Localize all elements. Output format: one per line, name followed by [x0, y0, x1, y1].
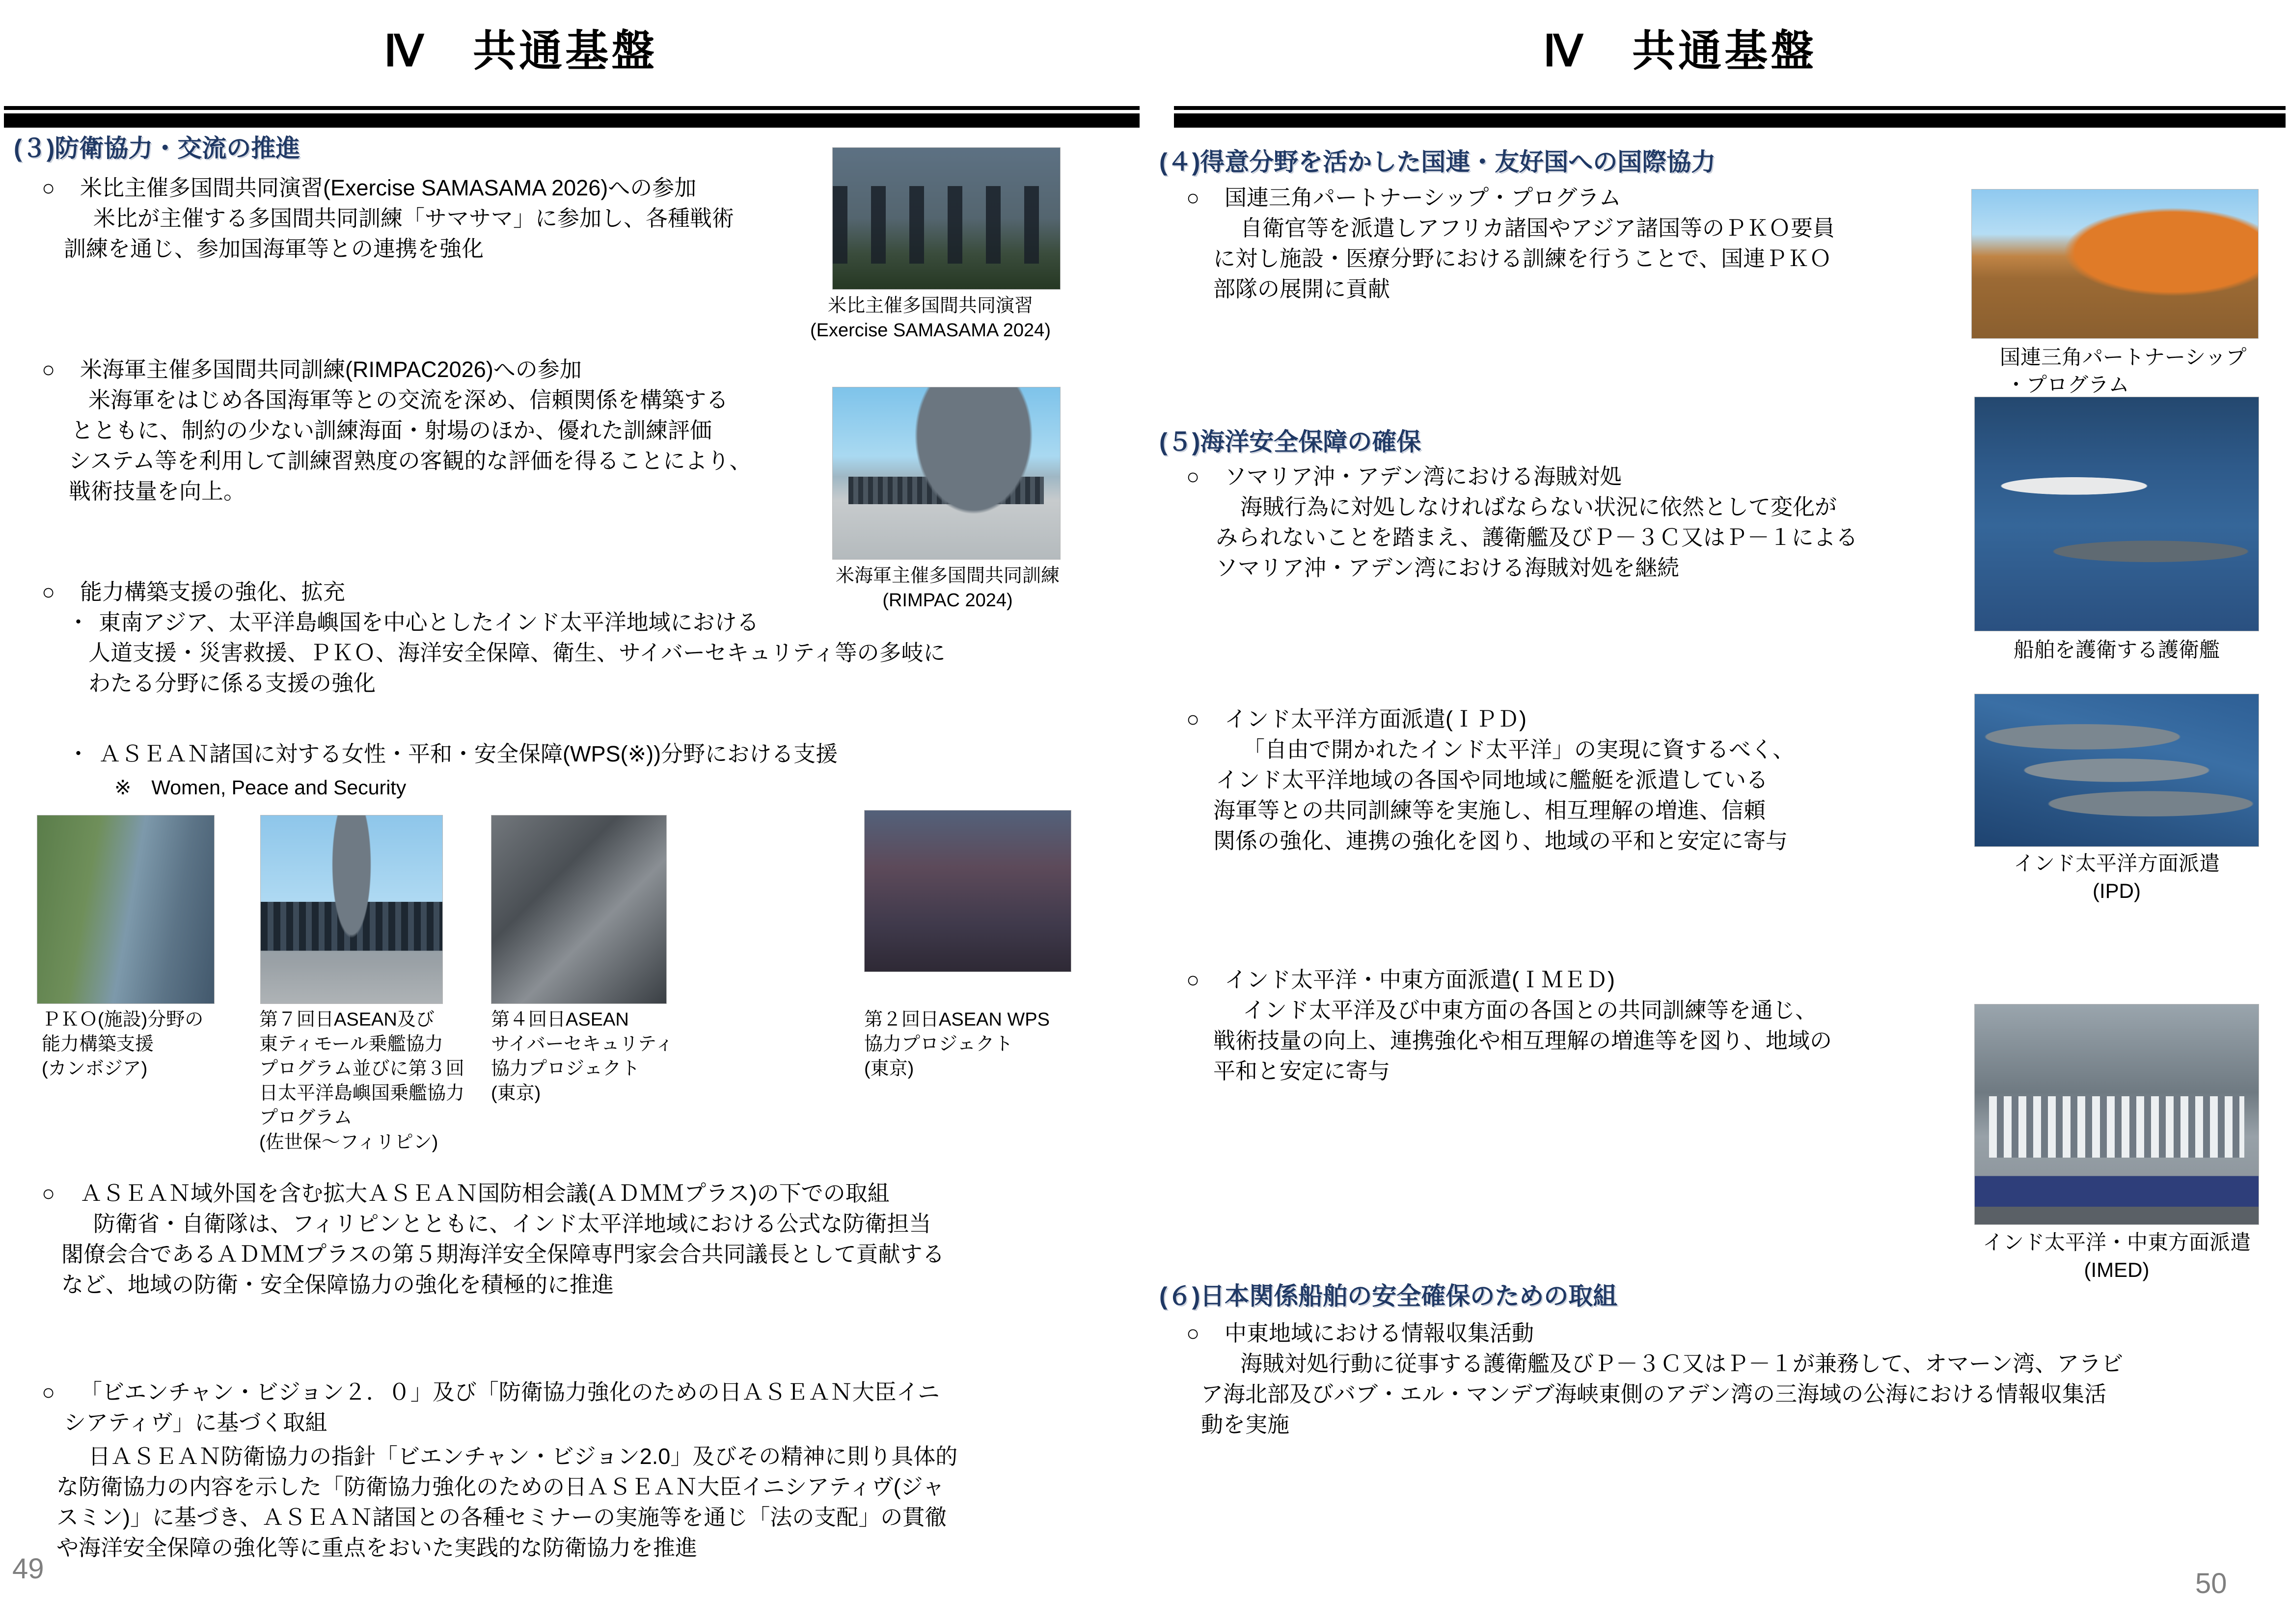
caption-line: プログラム並びに第３回	[259, 1058, 464, 1079]
bullet-line: 訓練を通じ、参加国海軍等との連携を強化	[64, 236, 484, 261]
bullet-samasama	[42, 173, 734, 264]
bullet-imed	[1186, 965, 1832, 1086]
page-50	[1144, 0, 2289, 1624]
photo-pko-cambodia	[37, 815, 215, 1004]
page-title: Ⅳ 共通基盤	[1543, 27, 1817, 75]
circle-bullet-marker: ○	[1186, 967, 1200, 992]
page-49	[0, 0, 1144, 1624]
photo-rimpac	[832, 387, 1061, 560]
bullet-title: 米比主催多国間共同演習(Exercise SAMASAMA 2026)への参加	[80, 175, 697, 200]
caption-line: インド太平洋方面派遣	[2013, 852, 2220, 875]
bullet-line: スミン)」に基づき、ＡＳＥＡＮ諸国との各種セミナーの実施等を通じ「法の支配」の貫徹	[56, 1505, 947, 1530]
bullet-somalia-piracy	[1186, 461, 1858, 583]
bullet-rimpac	[42, 354, 752, 507]
bullet-line: 動を実施	[1201, 1412, 1290, 1437]
sub-bullet-title: ＡＳＥＡＮ諸国に対する女性・平和・安全保障(WPS(※))分野における支援	[99, 741, 838, 766]
caption-line: 国連三角パートナーシップ	[2000, 346, 2247, 369]
bullet-line: 自衛官等を派遣しアフリカ諸国やアジア諸国等のＰＫＯ要員	[1240, 216, 1835, 241]
caption-line: 東ティモール乗艦協力	[259, 1034, 443, 1055]
dot-bullet-marker: ・	[67, 610, 90, 635]
bullet-title: 米海軍主催多国間共同訓練(RIMPAC2026)への参加	[80, 357, 582, 382]
caption-line: 第２回日ASEAN WPS	[864, 1009, 1050, 1030]
bullet-admm-plus	[42, 1178, 945, 1300]
caption-line: (東京)	[491, 1083, 541, 1104]
bullet-un-triangular	[1186, 183, 1835, 304]
photo-escort-ships	[1974, 397, 2259, 631]
circle-bullet-marker: ○	[1186, 464, 1200, 489]
bullet-line: 「自由で開かれたインド太平洋」の実現に資するべく、	[1243, 737, 1795, 762]
bullet-line: 米海軍をはじめ各国海軍等との交流を深め、信頼関係を構築する	[88, 387, 729, 412]
caption-line: プログラム	[259, 1108, 353, 1128]
circle-bullet-marker: ○	[42, 1181, 55, 1206]
caption-line: (RIMPAC 2024)	[882, 590, 1013, 611]
circle-bullet-marker: ○	[42, 579, 55, 604]
caption-line: 第７回日ASEAN及び	[259, 1009, 435, 1030]
bullet-title-line2: シアティヴ」に基づく取組	[64, 1410, 327, 1435]
caption-escort	[1974, 636, 2259, 664]
photo-un-triangular-program	[1971, 189, 2259, 339]
bullet-title: ＡＳＥＡＮ域外国を含む拡大ＡＳＥＡＮ国防相会議(ＡＤＭＭプラス)の下での取組	[80, 1181, 890, 1206]
bullet-middle-east-info	[1186, 1318, 2123, 1440]
caption-line: (Exercise SAMASAMA 2024)	[810, 320, 1051, 341]
caption-line: サイバーセキュリティ	[491, 1034, 674, 1055]
dot-bullet-marker: ・	[67, 741, 90, 766]
circle-bullet-marker: ○	[42, 175, 55, 200]
caption-line: (東京)	[864, 1058, 914, 1079]
bullet-title: インド太平洋方面派遣(ＩＰＤ)	[1225, 706, 1526, 731]
bullet-line: 関係の強化、連携の強化を図り、地域の平和と安定に寄与	[1213, 828, 1788, 853]
bullet-line: 閣僚会合であるＡＤＭＭプラスの第５期海洋安全保障専門家会合共同議長として貢献する	[61, 1242, 945, 1267]
bullet-line: ソマリア沖・アデン湾における海賊対処を継続	[1216, 555, 1680, 580]
bullet-line: 戦術技量を向上。	[69, 479, 246, 504]
bullet-vientiane-vision	[42, 1377, 957, 1563]
bullet-title: 中東地域における情報収集活動	[1225, 1321, 1534, 1346]
bullet-line: 部隊の展開に貢献	[1213, 276, 1390, 301]
bullet-line: な防衛協力の内容を示した「防衛協力強化のための日ＡＳＥＡＮ大臣イニシアティヴ(ジャ	[56, 1474, 945, 1499]
bullet-line: 米比が主催する多国間共同訓練「サマサマ」に参加し、各種戦術	[93, 206, 735, 231]
title-separator-thick	[4, 113, 1140, 128]
bullet-capacity-building	[42, 577, 946, 803]
bullet-line: とともに、制約の少ない訓練海面・射場のほか、優れた訓練評価	[71, 418, 712, 443]
bullet-line: や海洋安全保障の強化等に重点をおいた実践的な防衛協力を推進	[56, 1535, 698, 1560]
caption-imed	[1950, 1229, 2284, 1284]
bullet-line: 戦術技量の向上、連携強化や相互理解の増進等を図り、地域の	[1213, 1028, 1832, 1053]
photo-samasama-exercise	[832, 147, 1061, 290]
title-separator-thin	[4, 106, 1140, 110]
bullet-line: インド太平洋地域の各国や同地域に艦艇を派遣している	[1216, 767, 1769, 792]
circle-bullet-marker: ○	[42, 357, 55, 382]
caption-line: (IMED)	[2084, 1258, 2150, 1281]
section-heading-5: (５)海洋安全保障の確保	[1159, 428, 1421, 456]
bullet-line: 海賊対処行動に従事する護衛艦及びＰ－３Ｃ又はＰ－１が兼務して、オマーン湾、アラビ	[1240, 1351, 2124, 1376]
caption-line: 日太平洋島嶼国乗艦協力	[259, 1083, 465, 1104]
caption-un-triangular	[1971, 344, 2259, 399]
caption-line: インド太平洋・中東方面派遣	[1982, 1231, 2251, 1254]
bullet-line: 平和と安定に寄与	[1213, 1058, 1390, 1083]
caption-cyber	[491, 1007, 674, 1106]
bullet-line: 海賊行為に対処しなければならない状況に依然として変化が	[1240, 494, 1837, 519]
page-number-50: 50	[2195, 1568, 2227, 1599]
caption-ship-ride	[259, 1007, 464, 1155]
circle-bullet-marker: ○	[1186, 706, 1200, 731]
bullet-line: インド太平洋及び中東方面の各国との共同訓練等を通じ、	[1243, 998, 1818, 1023]
photo-cyber-project	[491, 815, 667, 1004]
bullet-line: 海軍等との共同訓練等を実施し、相互理解の増進、信頼	[1213, 798, 1766, 823]
section-heading-6: (６)日本関係船舶の安全確保のための取組	[1159, 1282, 1618, 1310]
bullet-line: ア海北部及びバブ・エル・マンデブ海峡東側のアデン湾の三海域の公海における情報収集活	[1201, 1381, 2107, 1407]
page-number-49: 49	[12, 1553, 44, 1585]
sub-bullet-line: わたる分野に係る支援の強化	[88, 671, 376, 696]
section-heading-4: (４)得意分野を活かした国連・友好国への国際協力	[1159, 148, 1716, 176]
bullet-title: 「ビエンチャン・ビジョン２．０」及び「防衛協力強化のための日ＡＳＥＡＮ大臣イニ	[80, 1380, 940, 1405]
caption-line: 協力プロジェクト	[864, 1034, 1013, 1055]
page-title: Ⅳ 共通基盤	[383, 27, 658, 75]
bullet-line: システム等を利用して訓練習熟度の客観的な評価を得ることにより、	[69, 448, 752, 473]
caption-line: 米海軍主催多国間共同訓練	[835, 566, 1060, 586]
caption-line: (カンボジア)	[42, 1058, 148, 1079]
caption-line: 第４回日ASEAN	[491, 1009, 629, 1030]
bullet-ipd	[1186, 704, 1795, 856]
sub-bullet-line: 人道支援・災害救援、ＰＫＯ、海洋安全保障、衛生、サイバーセキュリティ等の多岐に	[88, 640, 946, 665]
caption-line: (IPD)	[2093, 879, 2141, 902]
photo-ipd-fleet	[1974, 694, 2259, 847]
bullet-title: 国連三角パートナーシップ・プログラム	[1225, 185, 1621, 210]
bullet-title: 能力構築支援の強化、拡充	[80, 579, 346, 604]
wps-footnote: ※ Women, Peace and Security	[114, 776, 407, 799]
photo-wps-project	[864, 810, 1071, 972]
circle-bullet-marker: ○	[42, 1380, 55, 1405]
caption-line: ・プログラム	[2006, 373, 2129, 396]
caption-line: 協力プロジェクト	[491, 1058, 640, 1079]
circle-bullet-marker: ○	[1186, 1321, 1200, 1346]
bullet-title: ソマリア沖・アデン湾における海賊対処	[1225, 464, 1622, 489]
bullet-title: インド太平洋・中東方面派遣(ＩＭＥＤ)	[1225, 967, 1615, 992]
bullet-line: みられないことを踏まえ、護衛艦及びＰ－３Ｃ又はＰ－１による	[1216, 525, 1858, 550]
photo-imed-group	[1974, 1004, 2259, 1225]
caption-samasama	[732, 294, 1129, 343]
section-heading-3: (３)防衛協力・交流の推進	[14, 135, 300, 162]
bullet-line: など、地域の防衛・安全保障協力の強化を積極的に推進	[61, 1272, 614, 1297]
caption-ipd	[1974, 850, 2259, 905]
photo-asean-ship-ride	[260, 815, 443, 1004]
bullet-line: 日ＡＳＥＡＮ防衛協力の指針「ビエンチャン・ビジョン2.0」及びその精神に則り具体的	[88, 1444, 958, 1469]
caption-line: 米比主催多国間共同演習	[827, 296, 1033, 316]
bullet-line: に対し施設・医療分野における訓練を行うことで、国連ＰＫＯ	[1213, 246, 1832, 271]
circle-bullet-marker: ○	[1186, 185, 1200, 210]
title-separator-thin	[1174, 106, 2286, 110]
caption-line: 能力構築支援	[42, 1034, 154, 1055]
sub-bullet-title: 東南アジア、太平洋島嶼国を中心としたインド太平洋地域における	[99, 610, 759, 635]
caption-line: (佐世保～フィリピン)	[259, 1132, 438, 1153]
caption-line: 船舶を護衛する護衛艦	[2013, 638, 2220, 661]
title-separator-thick	[1174, 113, 2286, 128]
caption-pko	[42, 1007, 203, 1081]
bullet-line: 防衛省・自衛隊は、フィリピンとともに、インド太平洋地域における公式な防衛担当	[93, 1211, 931, 1236]
caption-wps	[864, 1007, 1050, 1081]
caption-line: ＰＫＯ(施設)分野の	[42, 1009, 204, 1030]
